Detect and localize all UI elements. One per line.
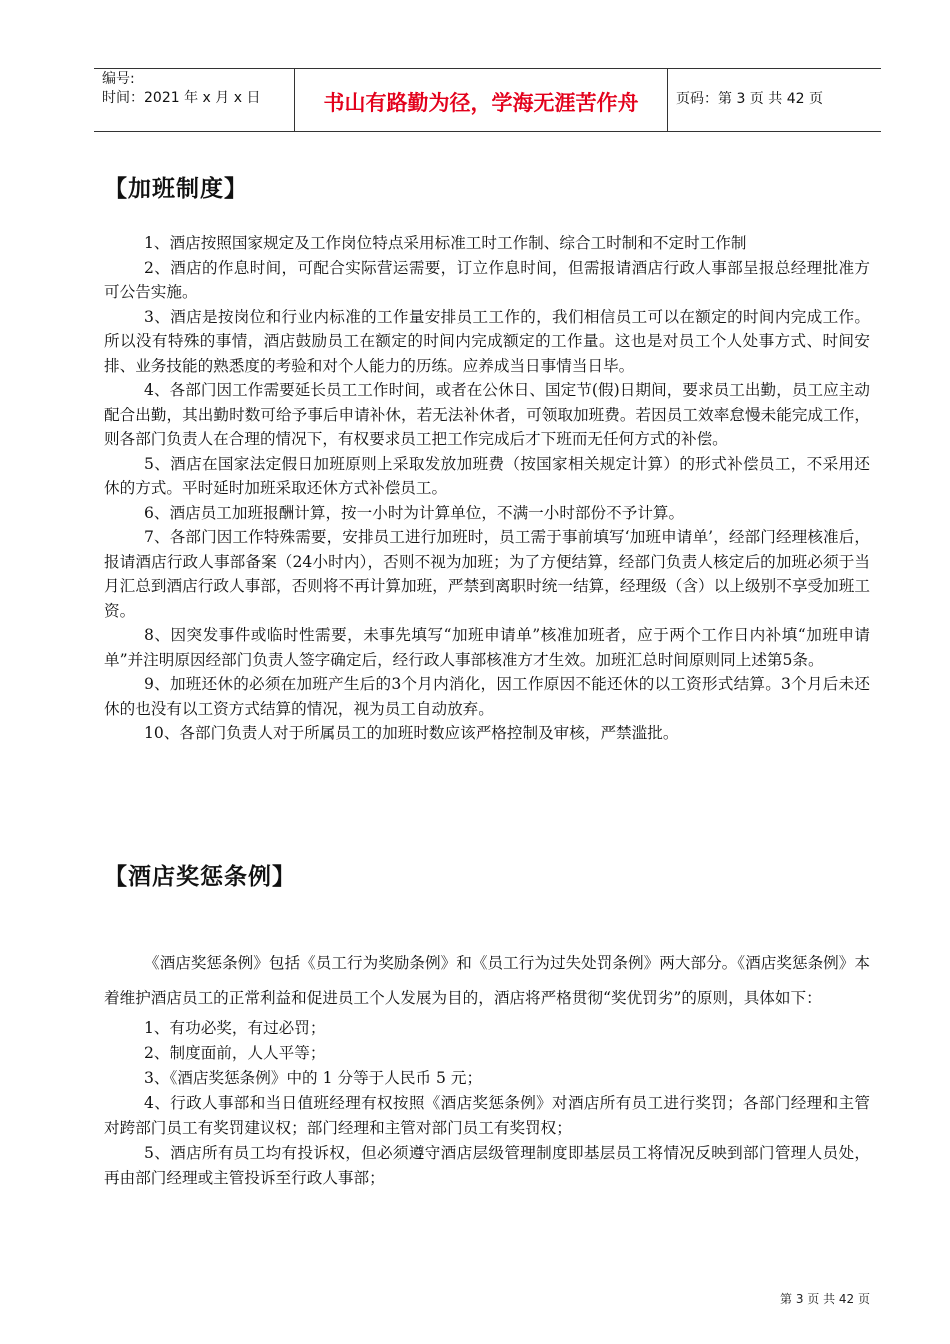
header-motto-cell — [294, 69, 668, 131]
paragraph: 7、各部门因工作特殊需要，安排员工进行加班时，员工需于事前填写‘加班申请单’，经部门经理核准后，报请酒店行政人事部备案（24小时内），否则不视为加班；为了方便结算，经部门负责人核定后的加班必须于当月汇总到酒店行政人事部，否则将不再计算加班，严禁到离职时统一结算，经理级（含）以上级别不享受加班工资。 — [104, 528, 870, 620]
header-page-label: 页码：第 3 页 共 42 页 — [676, 91, 823, 107]
page-footer: 第 3 页 共 42 页 — [780, 1292, 870, 1306]
paragraph: 3、《酒店奖惩条例》中的 1 分等于人民币 5 元； — [144, 1069, 483, 1087]
section-title-overtime: 【加班制度】 — [104, 176, 248, 202]
paragraph: 4、行政人事部和当日值班经理有权按照《酒店奖惩条例》对酒店所有员工进行奖罚；各部门经理和主管对跨部门员工有奖罚建议权；部门经理和主管对部门员工有奖罚权； — [104, 1094, 870, 1137]
document-number-label: 编号: — [102, 71, 135, 87]
document-time-label: 时间：2021 年 x 月 x 日 — [102, 90, 261, 106]
paragraph: 1、酒店按照国家规定及工作岗位特点采用标准工时工作制、综合工时制和不定时工作制 — [144, 234, 747, 252]
paragraph: 2、酒店的作息时间，可配合实际营运需要，订立作息时间，但需报请酒店行政人事部呈报总经理批准方可公告实施。 — [104, 258, 870, 301]
overtime-rules — [104, 231, 870, 746]
paragraph: 9、加班还休的必须在加班产生后的3个月内消化，因工作原因不能还休的以工资形式结算。3个月后未还休的也没有以工资方式结算的情况，视为员工自动放弃。 — [104, 675, 870, 718]
paragraph: 3、酒店是按岗位和行业内标准的工作量安排员工工作的，我们相信员工可以在额定的时间内完成工作。所以没有特殊的事情，酒店鼓励员工在额定的时间内完成额定的工作量。这也是对员工个人处事方式、时间安排、业务技能的熟悉度的考验和对个人能力的历练。应养成当日事情当日毕。 — [104, 307, 870, 375]
header-motto: 书山有路勤为径，学海无涯苦作舟 — [323, 91, 639, 115]
paragraph: 5、酒店所有员工均有投诉权，但必须遵守酒店层级管理制度即基层员工将情况反映到部门管理人员处，再由部门经理或主管投诉至行政人事部； — [104, 1144, 870, 1187]
paragraph: 2、制度面前，人人平等； — [144, 1044, 326, 1062]
header-meta-cell — [94, 69, 294, 131]
paragraph: 《酒店奖惩条例》包括《员工行为奖励条例》和《员工行为过失处罚条例》两大部分。《酒店奖惩条例》本着维护酒店员工的正常利益和促进员工个人发展为目的，酒店将严格贯彻“奖优罚劣”的原则，具体如下： — [104, 954, 870, 1007]
paragraph: 1、有功必奖，有过必罚； — [144, 1019, 326, 1037]
paragraph: 5、酒店在国家法定假日加班原则上采取发放加班费（按国家相关规定计算）的形式补偿员工，不采用还休的方式。平时延时加班采取还休方式补偿员工。 — [104, 454, 870, 497]
header-page-cell — [666, 69, 881, 131]
section-title-rewards-penalties: 【酒店奖惩条例】 — [104, 864, 296, 890]
paragraph: 6、酒店员工加班报酬计算，按一小时为计算单位，不满一小时部份不予计算。 — [144, 503, 685, 522]
paragraph: 8、因突发事件或临时性需要，未事先填写“加班申请单”核准加班者，应于两个工作日内补填“加班申请单”并注明原因经部门负责人签字确定后，经行政人事部核准方才生效。加班汇总时间原则同上述第5条。 — [104, 626, 870, 669]
paragraph: 10、各部门负责人对于所属员工的加班时数应该严格控制及审核，严禁滥批。 — [144, 724, 679, 742]
rewards-penalties-rules — [104, 946, 870, 1191]
document-header — [94, 68, 881, 132]
paragraph: 4、各部门因工作需要延长员工工作时间，或者在公休日、国定节(假)日期间，要求员工出勤，员工应主动配合出勤，其出勤时数可给予事后申请补休，若无法补休者，可领取加班费。若因员工效率怠慢未能完成工作，则各部门负责人在合理的情况下，有权要求员工把工作完成后才下班而无任何方式的补偿。 — [104, 381, 870, 448]
